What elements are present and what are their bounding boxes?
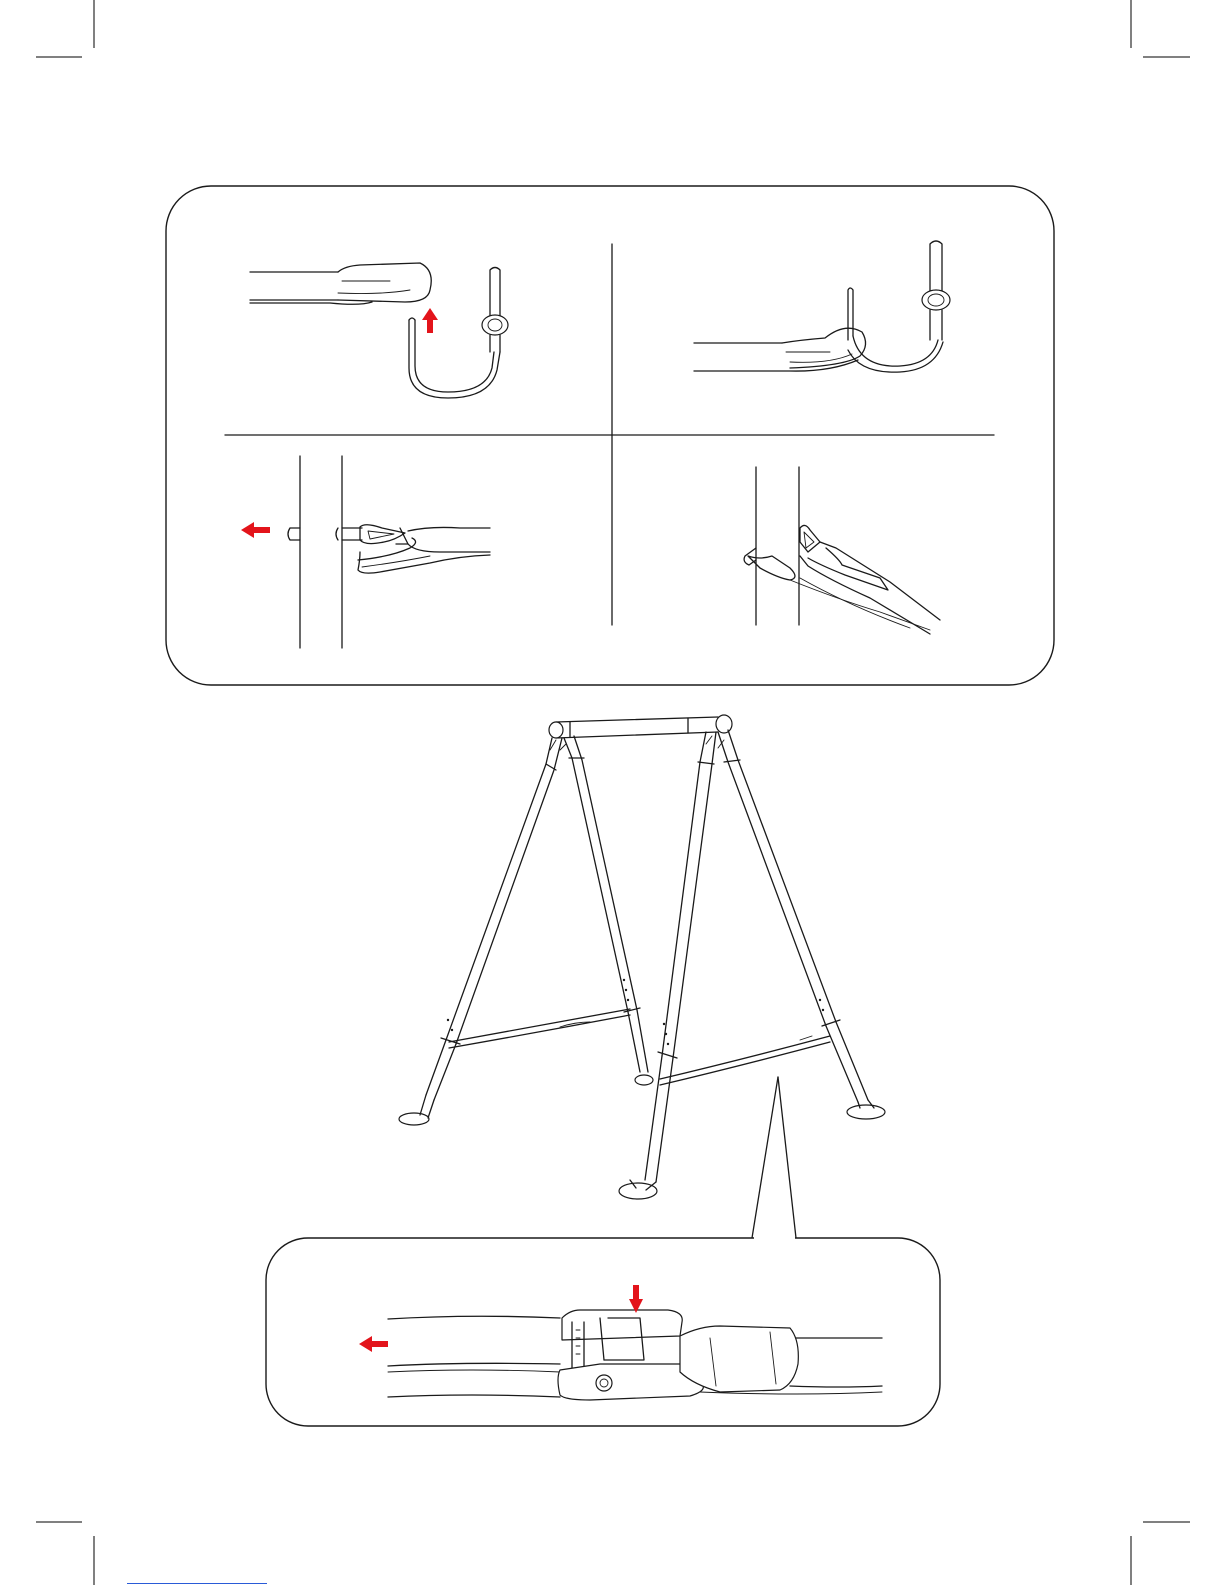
top-bar [549, 715, 732, 738]
strap-end-loop-icon [680, 1326, 798, 1392]
foot-plate-icon [847, 1100, 885, 1119]
left-front-leg [426, 738, 562, 1100]
right-front-leg [645, 732, 716, 1182]
ground-strap-icon [449, 1009, 630, 1048]
right-rear-leg [706, 730, 868, 1102]
foot-plate-icon [635, 1075, 653, 1085]
steps-panel [166, 186, 1054, 685]
foot-plate-icon [399, 1095, 434, 1125]
detail-panel [266, 1238, 940, 1426]
a-frame-stand-icon [399, 715, 885, 1199]
foot-plate-icon [619, 1180, 657, 1199]
footer-link-underline[interactable] [127, 1575, 267, 1584]
leg-pin-holes [447, 979, 824, 1045]
ground-strap-icon [660, 1036, 830, 1085]
left-rear-leg [550, 736, 648, 1072]
detail-callout [752, 1077, 796, 1238]
